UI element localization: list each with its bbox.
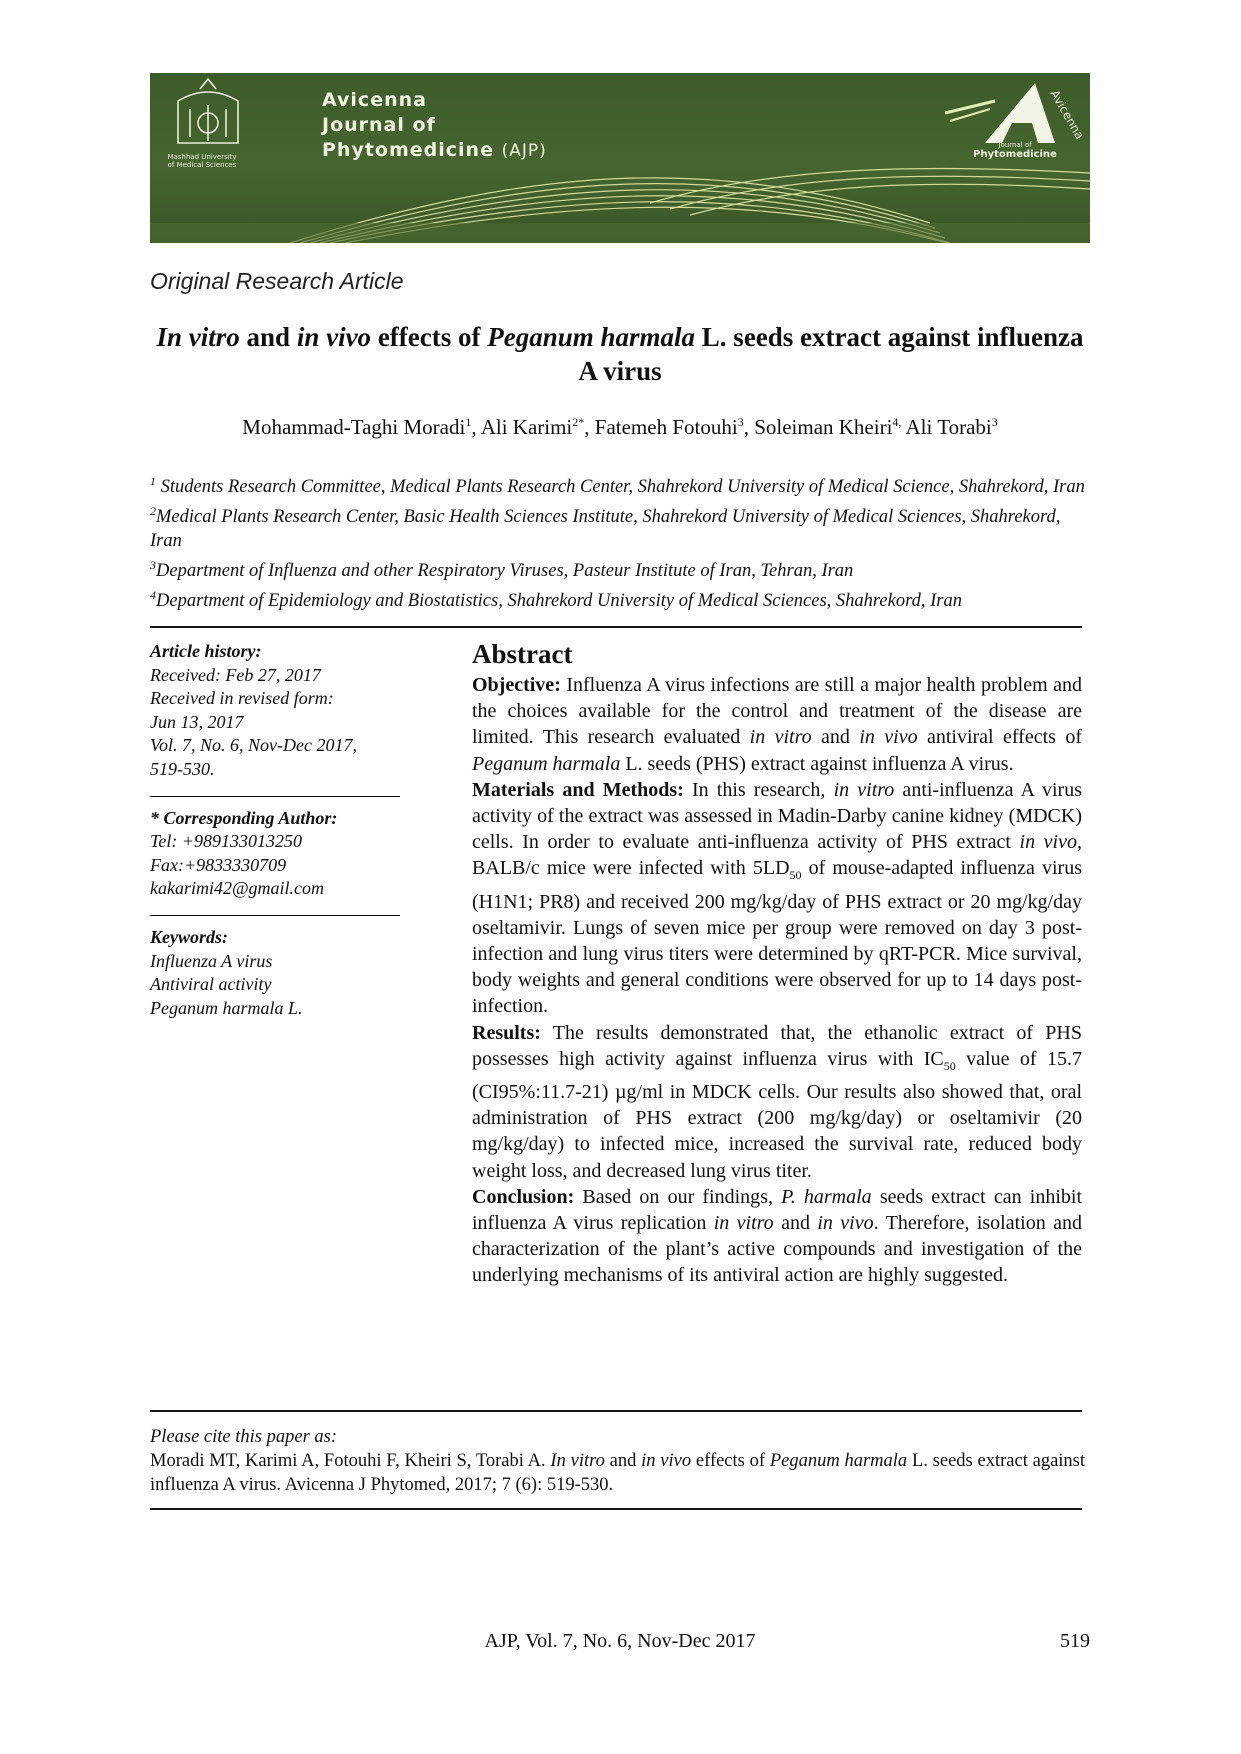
divider [150, 915, 400, 916]
author: Ali Torabi [905, 415, 992, 439]
article-type: Original Research Article [150, 268, 404, 294]
keywords: Keywords: Influenza A virus Antiviral activity Peganum harmala L. [150, 926, 420, 1020]
paper-title: In vitro and in vivo effects of Peganum harmala L. seeds extract against influenza A virus [156, 322, 1084, 386]
divider [150, 1410, 1082, 1412]
author: Mohammad-Taghi Moradi [242, 415, 466, 439]
author: Ali Karimi [480, 415, 573, 439]
abstract-objective: Objective: Influenza A virus infections are still a major health problem and the choices available for the control and treatment of the disease are limited. This research evaluated in vitro and in vivo antiviral effects of Peganum harmala L. seeds (PHS) extract against influenza A virus. [472, 674, 1082, 775]
journal-logo-label: Journal of Phytomedicine [973, 141, 1057, 160]
keyword-item: Peganum harmala L. [150, 997, 303, 1018]
page-number: 519 [1060, 1630, 1090, 1652]
abstract-conclusion: Conclusion: Based on our findings, P. harmala seeds extract can inhibit influenza A virus replication in vitro and in vivo. Therefore, isolation and characterization of the plant’s active compounds and investigation of the underlying mechanisms of its antiviral action are highly suggested. [472, 1185, 1082, 1287]
journal-logo-icon [945, 83, 1087, 143]
article-info-column [150, 640, 420, 1034]
divider [150, 626, 1082, 628]
logo-arc-text: Avicenna [1047, 87, 1087, 142]
university-name: Mashhad University of Medical Sciences [167, 153, 237, 169]
affiliation-item: $^4$Department of Epidemiology and Biostatistics, Shahrekord University of Medical Sciences, Shahrekord, Iran [150, 587, 962, 611]
author: Fatemeh Fotouhi [594, 415, 738, 439]
author-list: Mohammad-Taghi Moradi$^1$, Ali Karimi$^{2*}$, Fatemeh Fotouhi$^3$, Soleiman Kheiri$^{4,}$ Ali Torabi$^3$ [242, 415, 998, 439]
citation-text: Moradi MT, Karimi A, Fotouhi F, Kheiri S, Torabi A. In vitro and in vivo effects of Peganum harmala L. seeds extract against influenza A virus. Avicenna J Phytomed, 2017; 7 (6): 519-530. [150, 1451, 1086, 1495]
keyword-item: Antiviral activity [150, 974, 272, 995]
corresponding-author: * Corresponding Author: Tel: +989133013250 Fax:+9833330709 kakarimi42@gmail.com [150, 807, 338, 899]
affiliation-item: $^3$Department of Influenza and other Respiratory Viruses, Pasteur Institute of Iran, Tehran, Iran [150, 557, 854, 581]
affiliation-item: $^1$ Students Research Committee, Medical Plants Research Center, Shahrekord University of Medical Science, Shahrekord, Iran [150, 474, 1085, 498]
citation [150, 1425, 1085, 1497]
journal-name-line1: Avicenna [322, 89, 427, 111]
journal-name-line3: Phytomedicine (AJP) [322, 139, 547, 161]
abstract [472, 638, 1082, 1289]
abstract-heading: Abstract [472, 639, 573, 669]
divider [150, 796, 400, 797]
abstract-methods: Materials and Methods: In this research, in vitro anti-influenza A virus activity of the extract was assessed in Madin-Darby canine kidney (MDCK) cells. In order to evaluate anti-influenza activity of PHS extract in vivo, BALB/c mice were infected with $5LD_{50}$ of mouse-adapted influenza virus (H1N1; PR8) and received 200 mg/kg/day of PHS extract or 20 mg/kg/day oseltamivir. Lungs of seven mice per group were removed on day 3 post-infection and lung virus titers were determined by qRT-PCR. Mice survival, body weights and general conditions were observed for up to 14 days post-infection. [472, 778, 1083, 1018]
banner-graphic [150, 73, 1090, 243]
author: Soleiman Kheiri [754, 415, 893, 439]
university-emblem-icon [178, 79, 238, 143]
affiliations [150, 470, 1090, 614]
abstract-results: Results: The results demonstrated that, the ethanolic extract of PHS possesses high activity against influenza virus with $IC_{50}$ value of 15.7 (CI95%:11.7-21) µg/ml in MDCK cells. Our results also showed that, oral administration of PHS extract (200 mg/kg/day) or oseltamivir (20 mg/kg/day) to infected mice, increased the survival rate, reduced body weight loss, and decreased lung virus titer. [472, 1021, 1082, 1182]
citation-heading: Please cite this paper as: [150, 1427, 338, 1447]
keyword-item: Influenza A virus [150, 950, 273, 971]
article-history: Article history: Received: Feb 27, 2017 Received in revised form: Jun 13, 2017 Vol. 7, No. 6, Nov-Dec 2017, 519-530. [150, 641, 357, 779]
journal-banner [150, 73, 1090, 243]
divider [150, 1508, 1082, 1510]
affiliation-item: $^2$Medical Plants Research Center, Basic Health Sciences Institute, Shahrekord University of Medical Sciences, Shahrekord, Iran [150, 503, 1061, 551]
footer-journal: AJP, Vol. 7, No. 6, Nov-Dec 2017 [484, 1630, 756, 1652]
journal-name-line2: Journal of [322, 114, 436, 136]
